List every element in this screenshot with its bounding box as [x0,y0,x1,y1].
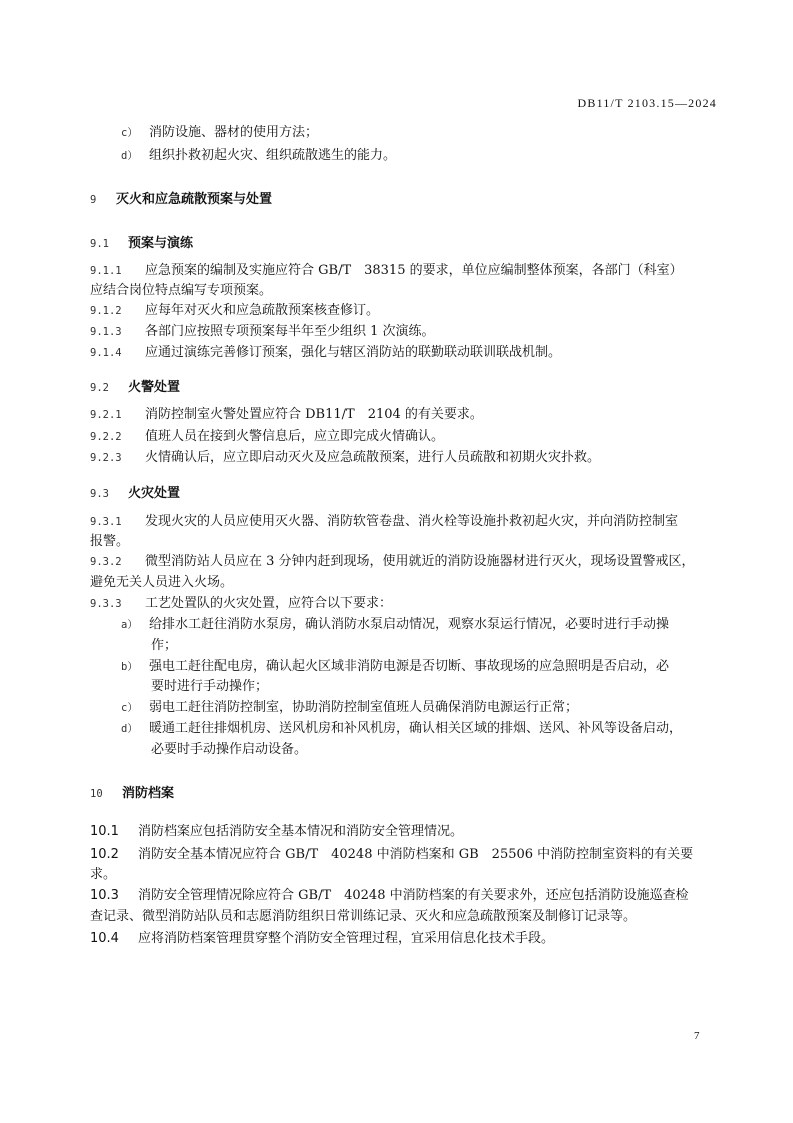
clause-text: 应通过演练完善修订预案，强化与辖区消防站的联勤联动联训联战机制。 [145,345,562,360]
subsection-title: 火灾处置 [128,486,181,501]
clause-text: 应每年对灭火和应急疏散预案核查修订。 [145,303,380,318]
clause-line [90,406,483,424]
clause-line [90,930,554,948]
clause-number: 9.1.2 [90,305,122,317]
subsection-number: 9.3 [90,488,109,500]
subsection-title: 火警处置 [128,380,181,395]
clause-text: 应将消防档案管理贯穿整个消防安全管理过程，宜采用信息化技术手段。 [138,931,555,946]
clause-text: 消防安全管理情况除应符合 GB/T 40248 中消防档案的有关要求外，还应包括消防设施巡查检 [138,888,689,903]
list-item [121,699,578,717]
document-code: DB11/T 2103.15—2024 [577,96,717,110]
clause-number: 9.1.1 [90,265,122,277]
clause-text: 消防安全基本情况应符合 GB/T 40248 中消防档案和 GB 25506 中消防控制室资料的有关要 [138,847,694,862]
list-text: 弱电工赶往消防控制室，协助消防控制室值班人员确保消防电源运行正常； [149,700,579,715]
list-text: 给排水工赶往消防水泵房，确认消防水泵启动情况，观察水泵运行情况，必要时进行手动操 [149,617,670,632]
clause-number: 9.3.3 [90,598,122,610]
clause-text: 火情确认后，应立即启动灭火及应急疏散预案，进行人员疏散和初期火灾扑救。 [145,450,601,465]
subsection-heading-9-2 [90,376,180,395]
clause-number: 10.3 [90,888,119,903]
list-marker: c） [121,702,138,714]
clause-number: 9.1.4 [90,347,122,359]
section-number: 9 [90,194,97,206]
subsection-number: 9.2 [90,382,109,394]
clause-number: 10.2 [90,847,119,862]
list-text: 消防设施、器材的使用方法； [149,125,319,140]
clause-number: 9.2.2 [90,431,122,443]
list-item [121,147,396,165]
clause-continuation: 查记录、微型消防站队员和志愿消防组织日常训练记录、灭火和应急疏散预案及制修订记录等。 [90,909,637,924]
clause-line [90,262,683,280]
clause-line [90,823,463,841]
clause-text: 微型消防站人员应在 3 分钟内赶到现场，使用就近的消防设施器材进行灭火，现场设置警戒区， [145,554,695,569]
clause-number: 10.4 [90,931,119,946]
clause-line [90,846,693,864]
clause-text: 消防档案应包括消防安全基本情况和消防安全管理情况。 [138,824,464,839]
subsection-heading-9-1 [90,232,193,251]
list-marker: c） [121,127,138,139]
page-number: 7 [694,1030,700,1042]
list-marker: d） [121,150,138,162]
clause-number: 9.2.1 [90,409,122,421]
clause-continuation: 应结合岗位特点编写专项预案。 [90,283,273,298]
clause-continuation: 避免无关人员进入火场。 [90,575,234,590]
list-text: 强电工赶往配电房，确认起火区域非消防电源是否切断、事故现场的应急照明是否启动，必 [149,659,670,674]
clause-continuation: 报警。 [90,534,130,549]
list-item [121,616,669,634]
list-marker: a） [121,619,138,631]
clause-text: 值班人员在接到火警信息后，应立即完成火情确认。 [145,429,445,444]
list-item [121,658,669,676]
section-number: 10 [90,788,103,800]
clause-line [90,553,695,571]
subsection-title: 预案与演练 [128,236,194,251]
clause-text: 工艺处置队的火灾处置，应符合以下要求： [145,596,393,611]
clause-number: 9.1.3 [90,326,122,338]
clause-continuation: 求。 [90,867,117,882]
clause-line [90,449,600,467]
section-heading-10 [90,782,174,801]
clause-text: 发现火灾的人员应使用灭火器、消防软管卷盘、消火栓等设施扑救初起火灾，并向消防控制室 [145,514,679,529]
list-continuation: 必要时手动操作启动设备。 [151,742,308,757]
clause-line [90,595,392,613]
clause-text: 各部门应按照专项预案每半年至少组织 1 次演练。 [145,324,435,339]
clause-number: 9.3.1 [90,516,122,528]
clause-line [90,513,678,531]
clause-line [90,323,435,341]
clause-line [90,344,561,362]
section-title: 消防档案 [122,786,175,801]
clause-line [90,887,689,905]
list-item [121,720,682,738]
clause-text: 消防控制室火警处置应符合 DB11/T 2104 的有关要求。 [145,407,483,422]
list-text: 暖通工赶往排烟机房、送风机房和补风机房，确认相关区域的排烟、送风、补风等设备启动， [149,721,683,736]
list-continuation: 要时进行手动操作； [151,679,269,694]
section-title: 灭火和应急疏散预案与处置 [116,192,273,207]
section-heading-9 [90,188,272,207]
clause-line [90,302,379,320]
clause-line [90,428,444,446]
subsection-heading-9-3 [90,482,180,501]
clause-number: 10.1 [90,824,119,839]
list-marker: b） [121,661,138,673]
clause-text: 应急预案的编制及实施应符合 GB/T 38315 的要求，单位应编制整体预案，各部门（科室） [145,263,683,278]
list-marker: d） [121,723,138,735]
clause-number: 9.2.3 [90,452,122,464]
list-item [121,124,318,142]
subsection-number: 9.1 [90,238,109,250]
clause-number: 9.3.2 [90,556,122,568]
list-text: 组织扑救初起火灾、组织疏散逃生的能力。 [149,148,397,163]
list-continuation: 作； [151,638,178,653]
